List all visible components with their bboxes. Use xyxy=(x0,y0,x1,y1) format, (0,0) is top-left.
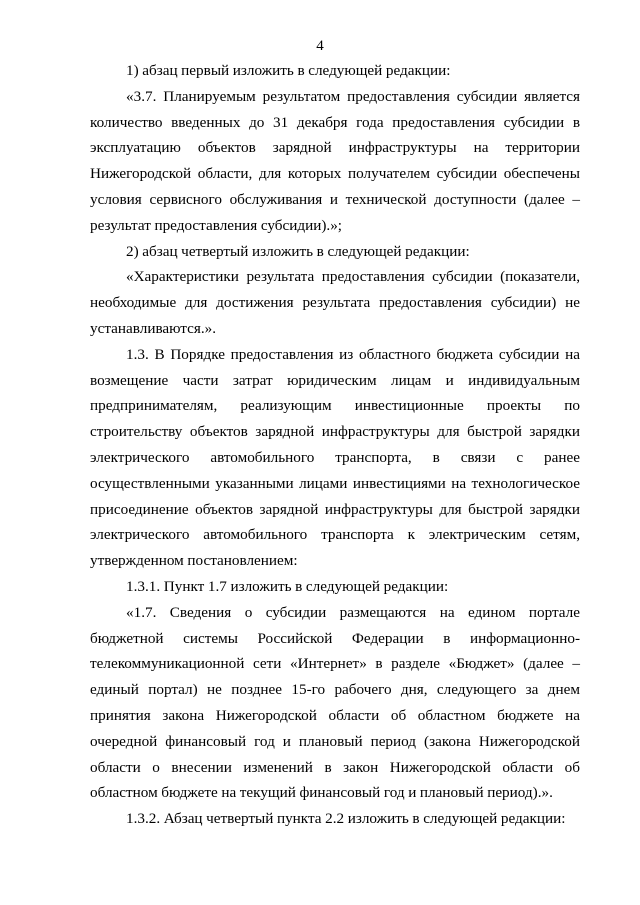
paragraph: 2) абзац четвертый изложить в следующей редакции: xyxy=(126,242,470,260)
paragraph: 1.3.1. Пункт 1.7 изложить в следующей редакции: xyxy=(126,577,449,595)
paragraph: 1.3.2. Абзац четвертый пункта 2.2 изложить в следующей редакции: xyxy=(126,810,566,828)
paragraph: «1.7. Сведения о субсидии размещаются на едином портале бюджетной системы Российской Федерации в информационно-телекоммуникационной сети «Интернет» в разделе «Бюджет» (далее – единый портал) не позднее 15-го рабочего дня, следующего за днем принятия закона Нижегородской области об областном бюджете на очередной финансовый год и плановый период (закона Нижегородской области о внесении изменений в закон Нижегородской области об областном бюджете на текущий финансовый год и плановый период).». xyxy=(90,603,580,802)
paragraph: «3.7. Планируемым результатом предоставления субсидии является количество введенных до 31 декабря года предоставления субсидии в эксплуатацию объектов зарядной инфраструктуры на территории Нижегородской области, для которых получателем субсидии обеспечены условия сервисного обслуживания и технической доступности (далее – результат предоставления субсидии).»; xyxy=(90,87,580,234)
page-number: 4 xyxy=(316,38,324,54)
document-body xyxy=(90,58,580,832)
paragraph: 1) абзац первый изложить в следующей редакции: xyxy=(126,62,451,79)
paragraph: 1.3. В Порядке предоставления из областного бюджета субсидии на возмещение части затрат юридическим лицам и индивидуальным предпринимателям, реализующим инвестиционные проекты по строительству объектов зарядной инфраструктуры для быстрой зарядки электрического автомобильного транспорта, в связи с ранее осуществленными указанными лицами инвестициями на технологическое присоединение объектов зарядной инфраструктуры для быстрой зарядки электрического автомобильного транспорта к электрическим сетям, утвержденном постановлением: xyxy=(90,345,580,570)
paragraph: «Характеристики результата предоставления субсидии (показатели, необходимые для достижения результата предоставления субсидии) не устанавливаются.». xyxy=(90,268,580,337)
